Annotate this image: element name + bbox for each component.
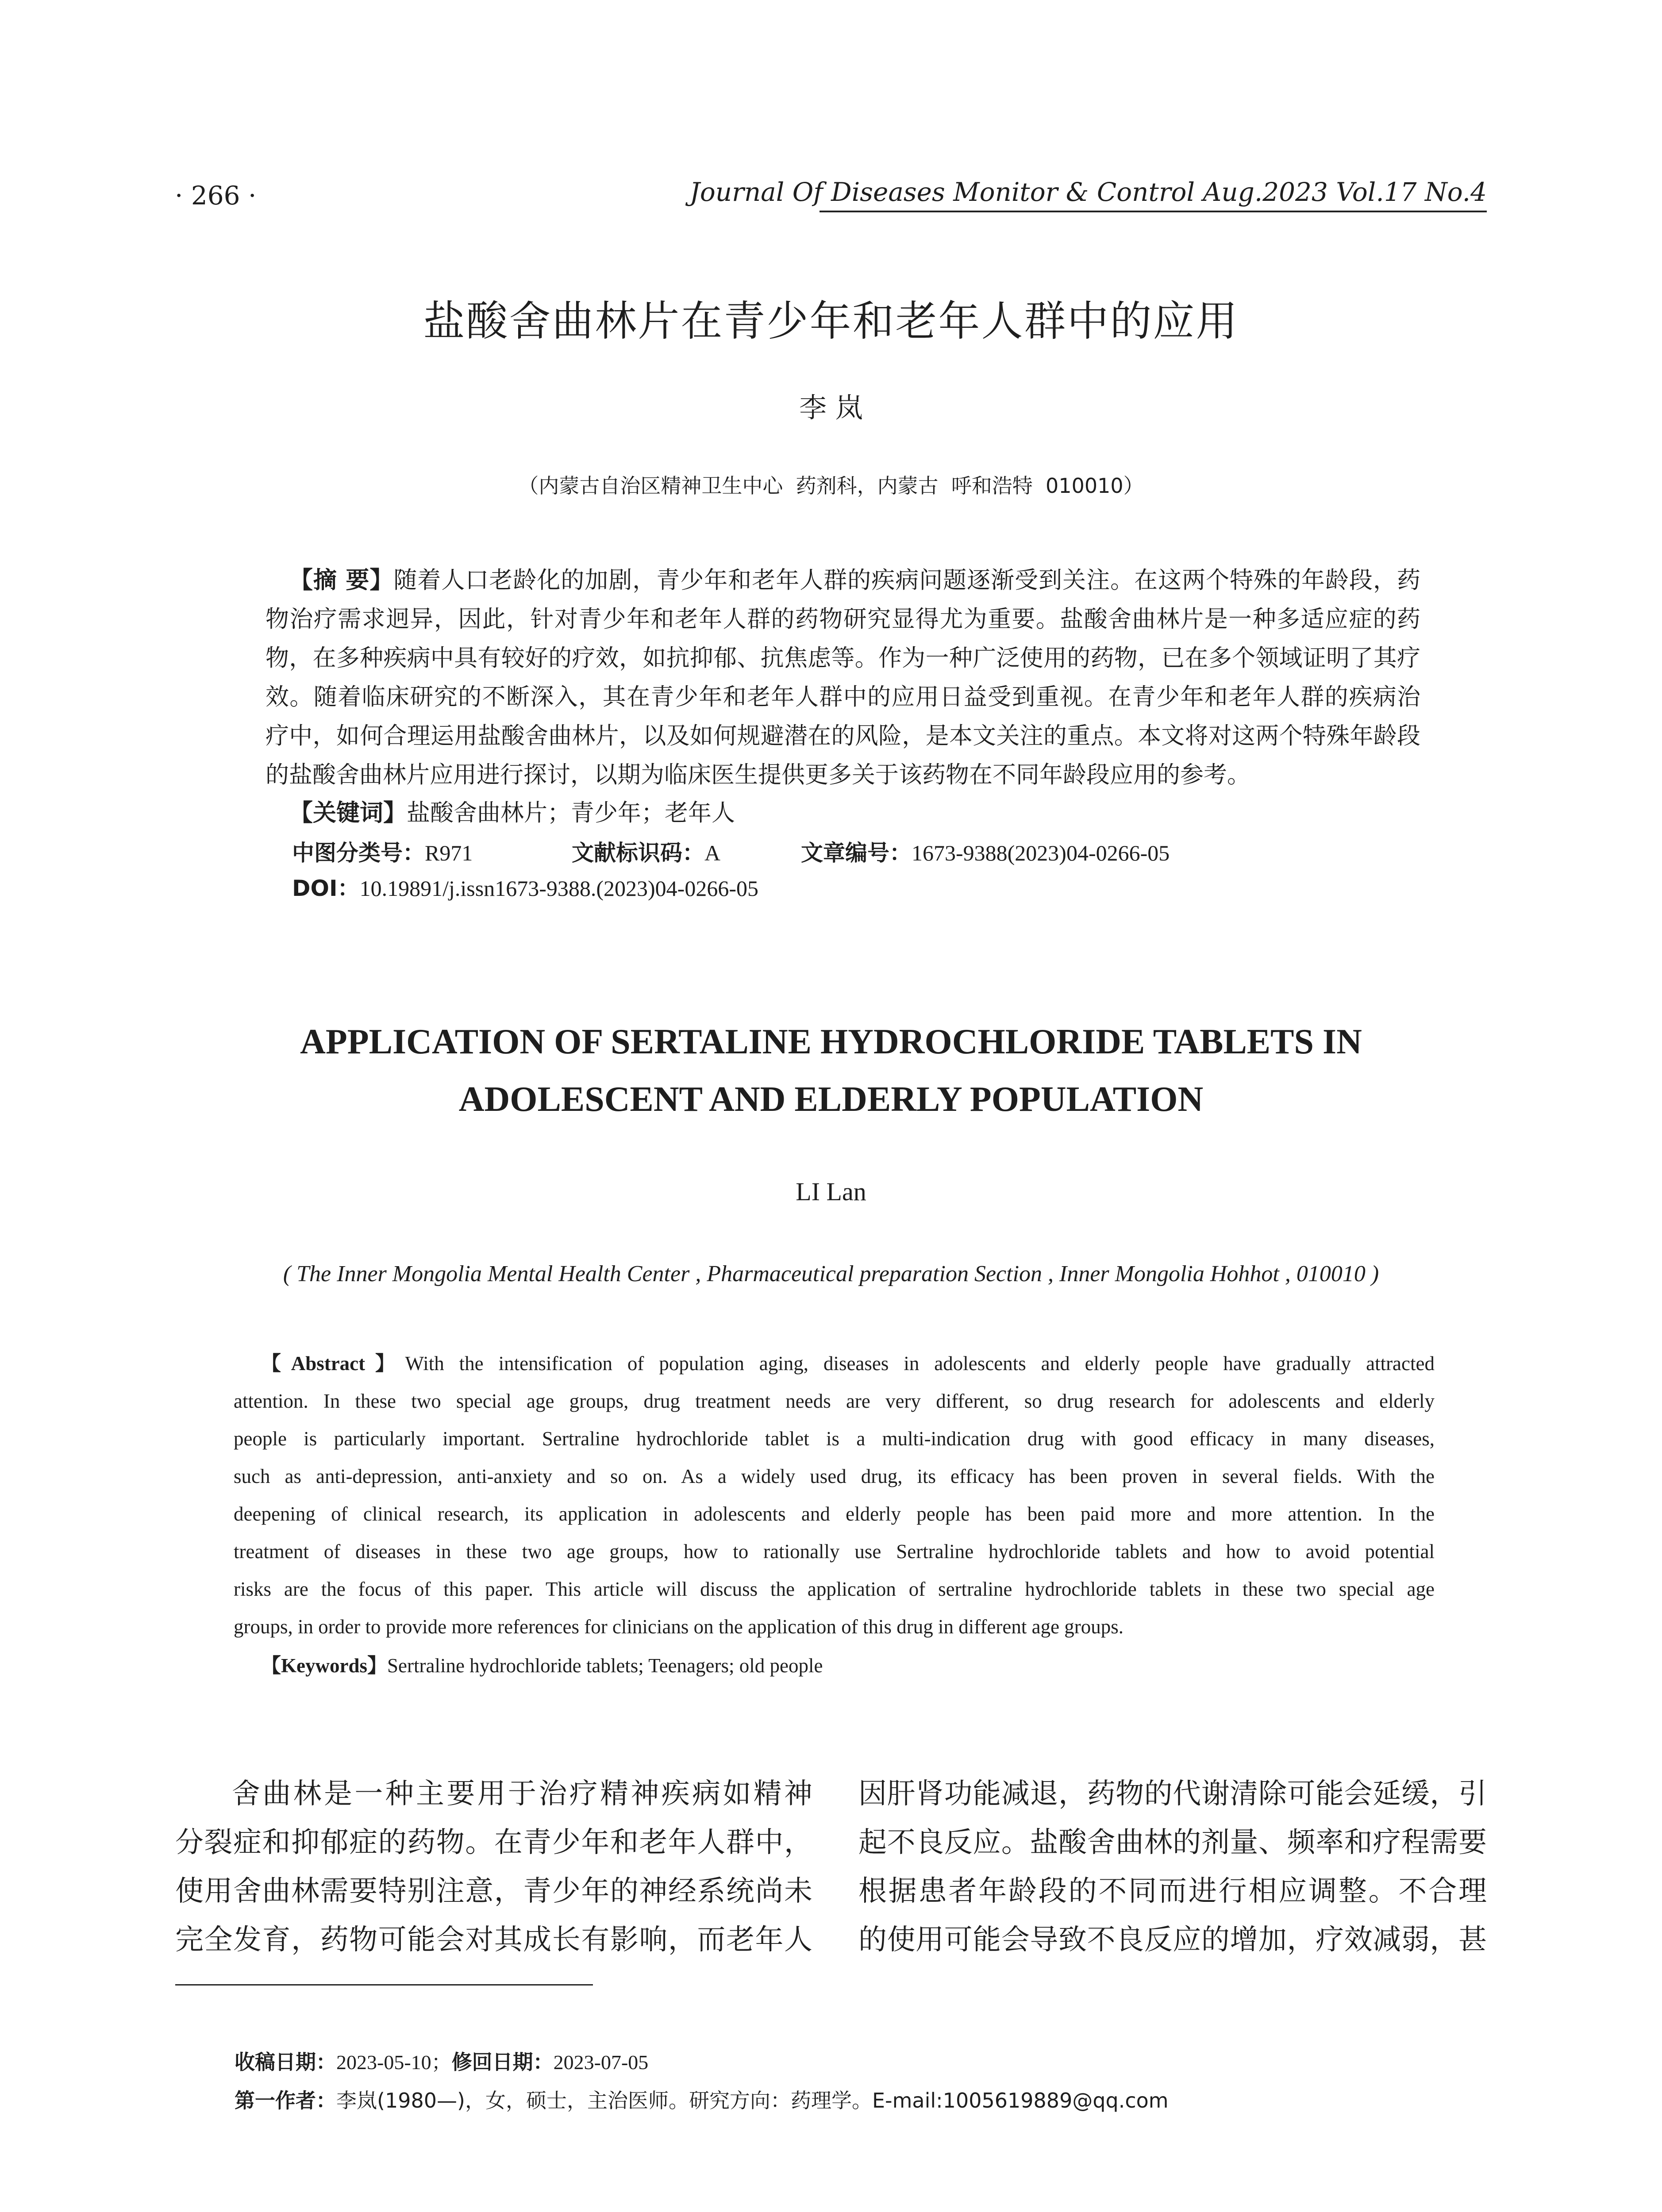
cn-doi [292,871,758,902]
en-abstract-line: risks are the focus of this paper. This article will discuss the application of sertraline hydrochloride tablets in these two special age [234,1578,1435,1600]
cn-affiliation: （内蒙古自治区精神卫生中心 药剂科，内蒙古 呼和浩特 010010） [518,474,1144,498]
first-author-label: 第一作者： [235,2089,336,2112]
en-keywords-label: 【Keywords】 [261,1655,387,1677]
en-abstract-line: such as anti-depression, anti-anxiety and so on. As a widely used drug, its efficacy has been proven in several fields. With the [234,1465,1435,1487]
en-abstract-line: attention. In these two special age groups, drug treatment needs are very different, so drug research for adolescents and elderly [234,1390,1435,1412]
cn-doc-code-value: A [704,841,721,865]
body-line: 分裂症和抑郁症的药物。在青少年和老年人群中， [175,1826,812,1859]
footnote-dates [235,2046,648,2075]
cn-keywords-label: 【关键词】 [289,799,407,826]
body-right-column [858,1770,1487,1964]
revised-date: 2023-07-05 [553,2051,649,2074]
body-line: 舍曲林是一种主要用于治疗精神疾病如精神 [232,1778,812,1810]
cn-clc-value: R971 [425,841,473,865]
en-abstract-line: treatment of diseases in these two age groups, how to rationally use Sertraline hydrochloride tablets and how to avoid potential [234,1540,1435,1563]
first-author-info: 李岚(1980—)，女，硕士，主治医师。研究方向：药理学。E-mail:1005619889@qq.com [336,2089,1169,2112]
cn-author: 李 岚 [799,392,863,424]
en-title-line: APPLICATION OF SERTALINE HYDROCHLORIDE TABLETS IN [300,1022,1362,1061]
en-title [0,1013,1662,1128]
cn-abstract-label: 【摘 要】 [289,567,394,594]
cn-abstract-line: 【摘 要】随着人口老龄化的加剧，青少年和老年人群的疾病问题逐渐受到关注。在这两个特殊的年龄段，药 [289,567,1420,594]
en-abstract [234,1345,1435,1646]
cn-clc-label: 中图分类号： [292,840,425,866]
footnote-author [235,2085,1169,2114]
cn-doi-value: 10.19891/j.issn1673-9388.(2023)04-0266-05 [359,876,758,901]
en-title-line: ADOLESCENT AND ELDERLY POPULATION [458,1080,1204,1119]
cn-clc [292,835,473,867]
journal-header: Journal Of Diseases Monitor & Control Aug.2023 Vol.17 No.4 [689,177,1487,207]
cn-doi-label: DOI： [292,876,360,901]
page-number: · 266 · [175,180,257,211]
en-keywords-text: Sertraline hydrochloride tablets; Teenagers; old people [387,1655,823,1677]
body-line: 使用舍曲林需要特别注意，青少年的神经系统尚未 [175,1875,812,1908]
en-affiliation: ( The Inner Mongolia Mental Health Center , Pharmaceutical preparation Section , Inner Mongolia Hohhot , 010010 ) [283,1261,1379,1286]
en-abstract-line: people is particularly important. Sertraline hydrochloride tablet is a multi-indication drug with good efficacy in many diseases, [234,1428,1435,1450]
cn-keywords [289,794,735,828]
body-line: 因肝肾功能减退，药物的代谢清除可能会延缓，引 [858,1778,1487,1810]
cn-title: 盐酸舍曲林片在青少年和老年人群中的应用 [423,297,1239,346]
header-rule [819,211,1487,212]
received-date: 2023-05-10； [336,2051,452,2074]
cn-abstract-line: 物治疗需求迥异，因此，针对青少年和老年人群的药物研究显得尤为重要。盐酸舍曲林片是一种多适应症的药 [265,606,1420,633]
en-abstract-line: deepening of clinical research, its application in adolescents and elderly people has been paid more and more attention. In the [234,1503,1435,1525]
cn-abstract-line: 效。随着临床研究的不断深入，其在青少年和老年人群中的应用日益受到重视。在青少年和老年人群的疾病治 [265,684,1420,710]
cn-article-no-value: 1673-9388(2023)04-0266-05 [912,841,1170,865]
en-author: LI Lan [796,1177,866,1206]
received-label: 收稿日期： [235,2050,336,2074]
cn-article-no-label: 文章编号： [801,840,912,866]
body-line: 起不良反应。盐酸舍曲林的剂量、频率和疗程需要 [858,1826,1487,1859]
body-line: 的使用可能会导致不良反应的增加，疗效减弱，甚 [858,1924,1487,1956]
cn-doc-code-label: 文献标识码： [572,840,704,866]
cn-keywords-text: 盐酸舍曲林片；青少年；老年人 [407,799,735,826]
body-line: 完全发育，药物可能会对其成长有影响，而老年人 [175,1924,812,1956]
revised-label: 修回日期： [451,2050,554,2074]
body-left-column [175,1770,812,1964]
en-abstract-line: groups, in order to provide more references for clinicians on the application of this drug in different age groups. [234,1616,1124,1638]
footnote-rule [175,1984,593,1985]
en-abstract-label: 【Abstract】 [261,1352,405,1375]
cn-doc-code [572,835,720,867]
cn-abstract-line: 物，在多种疾病中具有较好的疗效，如抗抑郁、抗焦虑等。作为一种广泛使用的药物，已在多个领域证明了其疗 [265,645,1420,672]
cn-abstract-line: 的盐酸舍曲林片应用进行探讨，以期为临床医生提供更多关于该药物在不同年龄段应用的参考。 [265,761,1250,788]
en-keywords [261,1649,823,1678]
cn-abstract-line: 疗中，如何合理运用盐酸舍曲林片，以及如何规避潜在的风险，是本文关注的重点。本文将对这两个特殊年龄段 [265,722,1420,749]
cn-abstract [265,561,1420,795]
cn-article-no [801,835,1170,867]
en-abstract-line: 【Abstract】With the intensification of population aging, diseases in adolescents and elderly people have gradually attracted [261,1352,1435,1375]
body-line: 根据患者年龄段的不同而进行相应调整。不合理 [858,1875,1487,1908]
